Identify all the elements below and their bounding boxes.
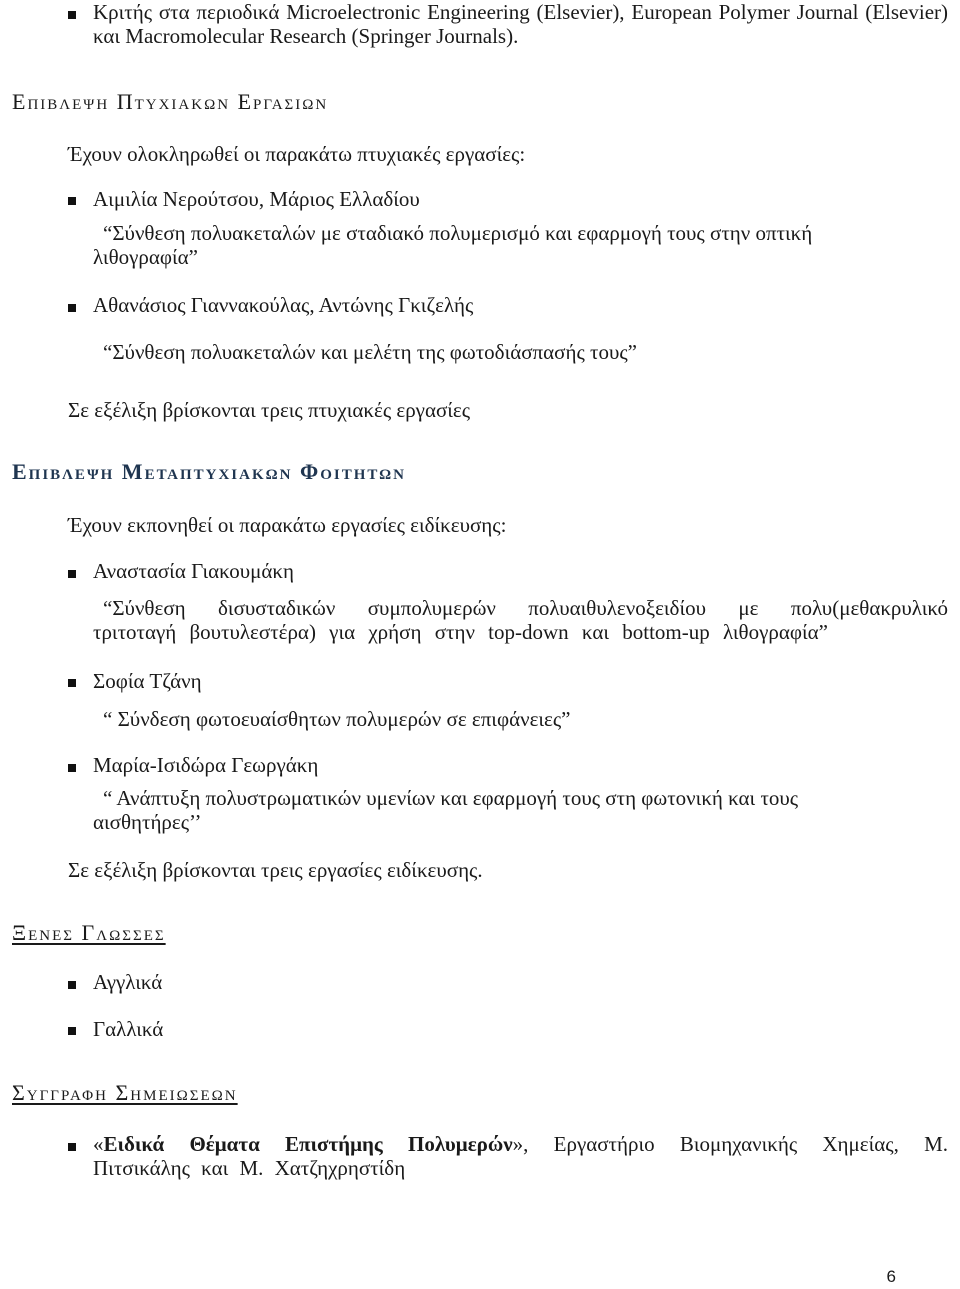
masters-heading: Επιβλεψη Μεταπτυχιακων Φοιτητων	[12, 459, 406, 484]
bullet-icon	[68, 197, 76, 205]
masters-title: “Σύνθεση δισυσταδικών συμπολυμερών πολυαιθυλενοξειδίου με πολυ(μεθακρυλικό τριτοταγή βουτυλεστέρα) για χρήση στην top-down και bottom-up λιθογραφία”	[93, 596, 948, 644]
masters-author: Αναστασία Γιακουμάκη	[93, 559, 294, 583]
language-item: Γαλλικά	[93, 1017, 164, 1041]
bullet-icon	[68, 570, 76, 578]
language-item: Αγγλικά	[93, 970, 163, 994]
bullet-icon	[68, 11, 76, 19]
bullet-icon	[68, 1027, 76, 1035]
thesis-title: “Σύνθεση πολυακεταλών και μελέτη της φωτοδιάσπασής τους”	[103, 340, 637, 364]
masters-title: “ Σύνδεση φωτοευαίσθητων πολυμερών σε επιφάνειες”	[103, 707, 571, 731]
notes-item-prefix: «	[93, 1132, 104, 1156]
page-number: 6	[886, 1267, 896, 1286]
thesis-authors: Αιμιλία Νερούτσου, Μάριος Ελλαδίου	[93, 187, 420, 211]
theses-in-progress: Σε εξέλιξη βρίσκονται τρεις πτυχιακές εργασίες	[68, 398, 471, 422]
masters-author: Μαρία-Ισιδώρα Γεωργάκη	[93, 753, 319, 777]
bullet-icon	[68, 764, 76, 772]
masters-author: Σοφία Τζάνη	[93, 669, 202, 693]
masters-intro: Έχουν εκπονηθεί οι παρακάτω εργασίες ειδίκευσης:	[68, 513, 507, 537]
thesis-authors: Αθανάσιος Γιαννακούλας, Αντώνης Γκιζελής	[93, 293, 474, 317]
bullet-icon	[68, 981, 76, 989]
notes-heading: Συγγραφη Σημειωσεων	[12, 1080, 238, 1105]
thesis-title: “Σύνθεση πολυακεταλών με σταδιακό πολυμερισμό και εφαρμογή τους στην οπτική λιθογραφία”	[93, 221, 813, 269]
bullet-icon	[68, 304, 76, 312]
theses-intro: Έχουν ολοκληρωθεί οι παρακάτω πτυχιακές εργασίες:	[68, 142, 526, 166]
notes-item	[93, 1132, 948, 1180]
masters-in-progress: Σε εξέλιξη βρίσκονται τρεις εργασίες ειδίκευσης.	[68, 858, 483, 882]
notes-item-rest: », Εργαστήριο Βιομηχανικής Χημείας, Μ. Πιτσικάλης και Μ. Χατζηχρηστίδη	[93, 1132, 949, 1180]
reviewer-item: Κριτής στα περιοδικά Microelectronic Engineering (Elsevier), European Polymer Journal (Elsevier) και Macromolecular Research (Springer Journals).	[93, 0, 948, 48]
notes-item-title: Ειδικά Θέματα Επιστήμης Πολυμερών	[103, 1132, 513, 1156]
languages-heading: Ξενες Γλωσσες	[12, 920, 166, 945]
bullet-icon	[68, 679, 76, 687]
masters-title: “ Ανάπτυξη πολυστρωματικών υμενίων και εφαρμογή τους στη φωτονική και τους αισθητήρες’’	[93, 786, 799, 834]
bullet-icon	[68, 1143, 76, 1151]
theses-heading: Επιβλεψη Πτυχιακων Εργασιων	[12, 89, 329, 114]
